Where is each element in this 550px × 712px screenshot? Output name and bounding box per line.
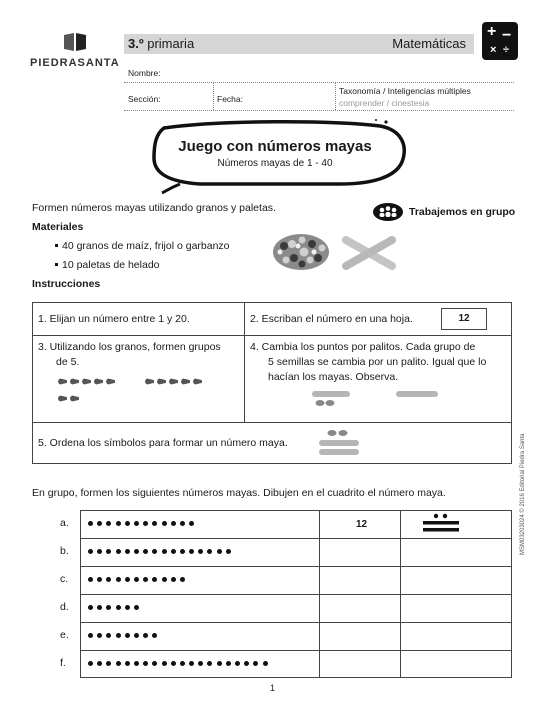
- counting-dot: [106, 577, 111, 582]
- taxonomy-label: Taxonomía / Inteligencias múltiples: [339, 86, 471, 96]
- counting-dot: [162, 661, 167, 666]
- counting-dot: [171, 577, 176, 582]
- counting-dot: [162, 549, 167, 554]
- counting-dot: [217, 661, 222, 666]
- counting-dot: [162, 577, 167, 582]
- step-5: 5. Ordena los símbolos para formar un número maya.: [38, 437, 288, 449]
- exercise-prompt: En grupo, formen los siguientes números mayas. Dibujen en el cuadrito el número maya.: [32, 487, 446, 499]
- seed-group-3: [58, 395, 79, 402]
- counting-dot: [134, 661, 139, 666]
- counting-dot: [88, 577, 93, 582]
- counting-dot: [97, 549, 102, 554]
- name-line: [124, 82, 514, 83]
- instructions-heading: Instrucciones: [32, 278, 101, 290]
- counting-dot: [88, 521, 93, 526]
- popsicle-sticks-icon: [340, 234, 398, 272]
- counting-dot: [134, 605, 139, 610]
- counting-dot: [116, 633, 121, 638]
- counting-dot: [171, 661, 176, 666]
- step-2: 2. Escriban el número en una hoja.: [250, 313, 413, 325]
- answer-a: 12: [356, 519, 368, 530]
- dot-row-b: [88, 549, 231, 554]
- counting-dot: [125, 577, 130, 582]
- counting-dot: [88, 605, 93, 610]
- counting-dot: [189, 661, 194, 666]
- sticks-example-icon: [310, 388, 445, 412]
- counting-dot: [189, 521, 194, 526]
- dot-row-f: [88, 661, 268, 666]
- counting-dot: [253, 661, 258, 666]
- counting-dot: [226, 661, 231, 666]
- counting-dot: [152, 549, 157, 554]
- step-3-line-2: de 5.: [56, 356, 80, 368]
- counting-dot: [106, 605, 111, 610]
- counting-dot: [106, 521, 111, 526]
- name-label: Nombre:: [128, 68, 161, 78]
- counting-dot: [134, 577, 139, 582]
- counting-dot: [134, 549, 139, 554]
- counting-dot: [189, 549, 194, 554]
- counting-dot: [152, 633, 157, 638]
- row-label-b: b.: [60, 545, 69, 557]
- counting-dot: [143, 577, 148, 582]
- book-logo-icon: [62, 32, 88, 52]
- counting-dot: [97, 521, 102, 526]
- counting-dot: [207, 661, 212, 666]
- counting-dot: [125, 661, 130, 666]
- subject-title: Matemáticas: [392, 36, 466, 51]
- seed-group-2: [145, 378, 202, 385]
- counting-dot: [180, 549, 185, 554]
- material-item-1: 40 granos de maíz, frijol o garbanzo: [62, 240, 230, 252]
- group-badge: Trabajemos en grupo: [409, 206, 516, 218]
- dot-row-e: [88, 633, 157, 638]
- group-icon: [373, 202, 405, 222]
- counting-dot: [171, 549, 176, 554]
- taxonomy-value: comprender / cinestesia: [339, 98, 430, 108]
- dot-row-c: [88, 577, 185, 582]
- counting-dot: [97, 633, 102, 638]
- counting-dot: [171, 521, 176, 526]
- math-operations-icon: + − × ÷: [482, 22, 518, 60]
- counting-dot: [226, 549, 231, 554]
- counting-dot: [162, 521, 167, 526]
- counting-dot: [116, 521, 121, 526]
- step-4-line-3: hacían los mayas. Observa.: [268, 371, 399, 383]
- counting-dot: [244, 661, 249, 666]
- counting-dot: [198, 549, 203, 554]
- counting-dot: [97, 605, 102, 610]
- row-label-f: f.: [60, 657, 66, 669]
- counting-dot: [116, 577, 121, 582]
- grains-image-icon: [272, 232, 330, 272]
- counting-dot: [88, 661, 93, 666]
- counting-dot: [152, 521, 157, 526]
- step-4-line-2: 5 semillas se cambia por un palito. Igual que lo: [268, 356, 487, 368]
- counting-dot: [97, 577, 102, 582]
- page-number: 1: [270, 683, 276, 693]
- row-label-a: a.: [60, 517, 69, 529]
- grade-label: 3.º primaria: [128, 36, 195, 51]
- counting-dot: [106, 549, 111, 554]
- maya-12-symbol-icon: [421, 513, 461, 535]
- counting-dot: [106, 633, 111, 638]
- counting-dot: [143, 633, 148, 638]
- step-1: 1. Elijan un número entre 1 y 20.: [38, 313, 190, 325]
- counting-dot: [263, 661, 268, 666]
- step-4-line-1: 4. Cambia los puntos por palitos. Cada grupo de: [250, 341, 476, 353]
- counting-dot: [180, 521, 185, 526]
- counting-dot: [235, 661, 240, 666]
- date-label: Fecha:: [217, 94, 243, 104]
- counting-dot: [207, 549, 212, 554]
- counting-dot: [143, 549, 148, 554]
- page-subtitle: Números mayas de 1 - 40: [217, 158, 333, 169]
- counting-dot: [116, 549, 121, 554]
- section-label: Sección:: [128, 94, 161, 104]
- dot-row-d: [88, 605, 139, 610]
- step-3-line-1: 3. Utilizando los granos, formen grupos: [38, 341, 221, 353]
- counting-dot: [217, 549, 222, 554]
- counting-dot: [134, 633, 139, 638]
- material-item-2: 10 paletas de helado: [62, 259, 160, 271]
- counting-dot: [106, 661, 111, 666]
- example-number-box: 12: [441, 308, 487, 330]
- counting-dot: [152, 661, 157, 666]
- row-label-e: e.: [60, 629, 69, 641]
- dot-row-a: [88, 521, 194, 526]
- counting-dot: [97, 661, 102, 666]
- intro-text: Formen números mayas utilizando granos y paletas.: [32, 202, 276, 214]
- counting-dot: [125, 633, 130, 638]
- page-title: Juego con números mayas: [178, 138, 372, 155]
- counting-dot: [125, 605, 130, 610]
- counting-dot: [116, 605, 121, 610]
- counting-dot: [125, 521, 130, 526]
- row-label-d: d.: [60, 601, 69, 613]
- counting-dot: [152, 577, 157, 582]
- counting-dot: [88, 549, 93, 554]
- counting-dot: [88, 633, 93, 638]
- copyright-note: MSM03203024 © 2016 Editorial Piedra Santa: [520, 433, 526, 555]
- counting-dot: [143, 521, 148, 526]
- row-label-c: c.: [60, 573, 69, 585]
- counting-dot: [143, 661, 148, 666]
- counting-dot: [180, 661, 185, 666]
- title-cloud-frame: [140, 118, 410, 194]
- brand-logo: PIEDRASANTA: [30, 57, 120, 69]
- counting-dot: [198, 661, 203, 666]
- counting-dot: [180, 577, 185, 582]
- maya-number-example-icon: [315, 428, 363, 458]
- seed-group-1: [58, 378, 115, 385]
- counting-dot: [116, 661, 121, 666]
- counting-dot: [134, 521, 139, 526]
- materials-heading: Materiales: [32, 221, 84, 233]
- counting-dot: [125, 549, 130, 554]
